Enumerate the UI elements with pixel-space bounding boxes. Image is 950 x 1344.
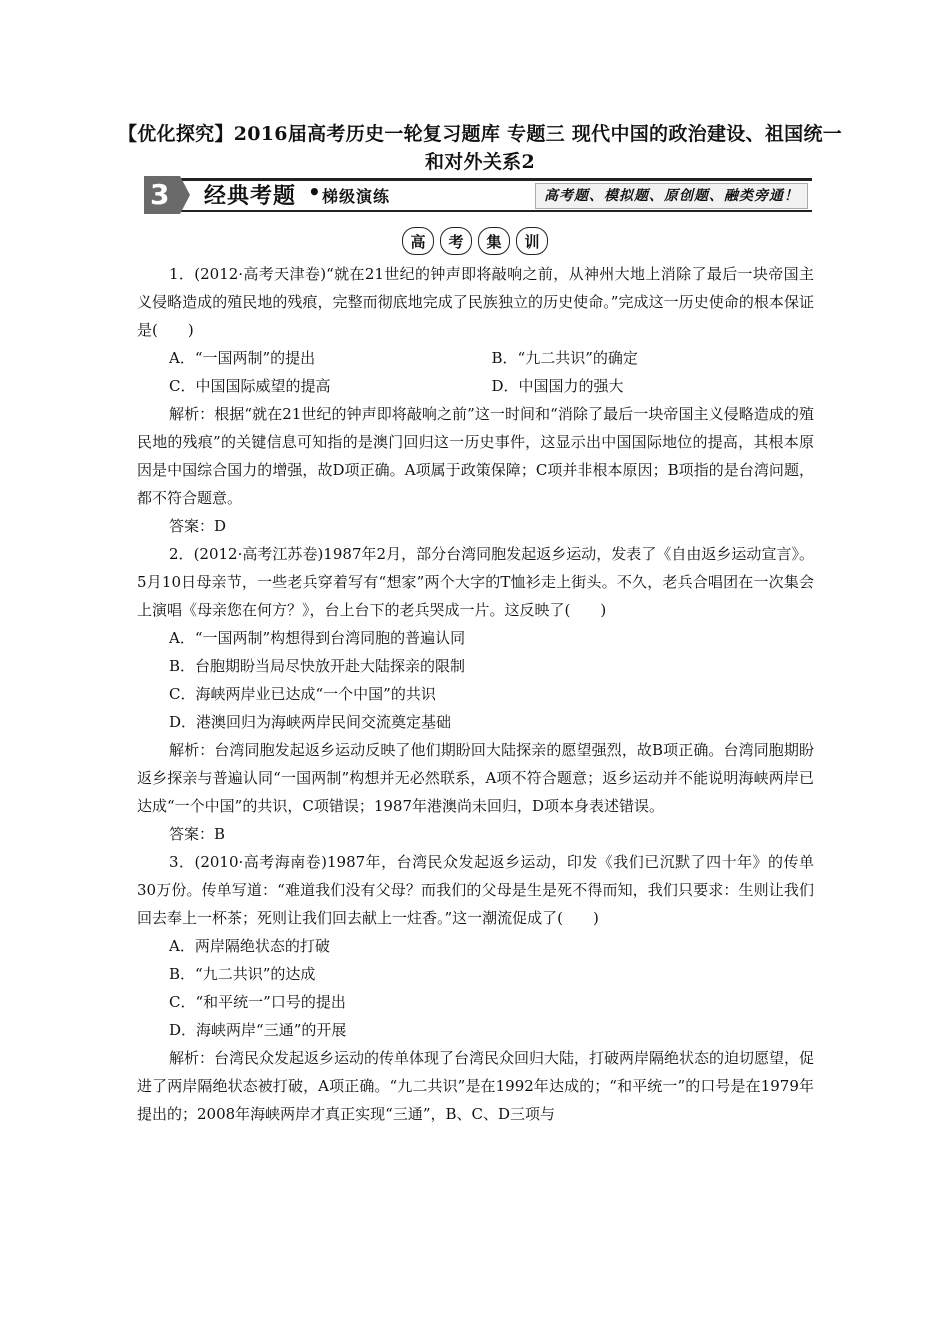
banner-slogan: 高考题、模拟题、原创题、融类旁通！	[535, 183, 808, 209]
option: D．海峡两岸“三通”的开展	[169, 1021, 347, 1039]
section-heading-char: 高	[402, 227, 434, 255]
option: B．“九二共识”的达成	[169, 965, 316, 983]
option: D．港澳回归为海峡两岸民间交流奠定基础	[169, 713, 452, 731]
option: C．“和平统一”口号的提出	[169, 993, 346, 1011]
option-row	[137, 344, 814, 372]
question-list	[137, 260, 814, 1128]
banner-bottom-rule	[178, 210, 812, 212]
analysis-text: 解析：台湾民众发起返乡运动的传单体现了台湾民众回归大陆，打破两岸隔绝状态的迫切愿望，促进了两岸隔绝状态被打破，A项正确。“九二共识”是在1992年达成的；“和平统一”的口号是在1979年提出的；2008年海峡两岸才真正实现“三通”，B、C、D三项与	[137, 1049, 815, 1123]
analysis-text: 解析：台湾同胞发起返乡运动反映了他们期盼回大陆探亲的愿望强烈，故B项正确。台湾同胞期盼返乡探亲与普遍认同“一国两制”构想并无必然联系，A项不符合题意；返乡运动并不能说明海峡两岸已达成“一个中国”的共识，C项错误；1987年港澳尚未回归，D项本身表述错误。	[137, 741, 814, 815]
analysis-text: 解析：根据“就在21世纪的钟声即将敲响之前”这一时间和“消除了最后一块帝国主义侵略造成的殖民地的残痕”的关键信息可知指的是澳门回归这一历史事件，这显示出中国国际地位的提高，其根本原因是中国综合国力的增强，故D项正确。A项属于政策保障；C项并非根本原因；B项指的是台湾问题，都不符合题意。	[137, 405, 814, 507]
answer-text: 答案：D	[169, 517, 227, 535]
section-banner	[138, 176, 812, 216]
option: C．海峡两岸业已达成“一个中国”的共识	[169, 685, 436, 703]
question-stem: 1．(2012·高考天津卷)“就在21世纪的钟声即将敲响之前，从神州大地上消除了最后一块帝国主义侵略造成的殖民地的残痕，完整而彻底地完成了民族独立的历史使命。”完成这一历史使命的根本保证是( )	[137, 265, 814, 339]
option: D．中国国力的强大	[491, 377, 624, 395]
option: A．“一国两制”的提出	[169, 349, 316, 367]
section-heading	[376, 226, 574, 256]
banner-separator: •	[308, 180, 321, 204]
option: B．台胞期盼当局尽快放开赴大陆探亲的限制	[169, 657, 466, 675]
section-heading-char: 考	[440, 227, 472, 255]
banner-subtitle: 梯级演练	[322, 187, 391, 206]
option: B．“九二共识”的确定	[491, 349, 638, 367]
question-stem: 3．(2010·高考海南卷)1987年，台湾民众发起返乡运动，印发《我们已沉默了四十年》的传单30万份。传单写道：“难道我们没有父母？而我们的父母是生是死不得而知，我们只要求：生则让我们回去奉上一杯茶；死则让我们回去献上一炷香。”这一潮流促成了( )	[137, 853, 814, 927]
section-heading-char: 训	[516, 227, 548, 255]
document-title: 【优化探究】2016届高考历史一轮复习题库 专题三 现代中国的政治建设、祖国统一和对外关系2	[117, 123, 843, 173]
question-stem: 2．(2012·高考江苏卷)1987年2月，部分台湾同胞发起返乡运动，发表了《自由返乡运动宣言》。5月10日母亲节，一些老兵穿着写有“想家”两个大字的T恤衫走上街头。不久，老兵合唱团在一次集会上演唱《母亲您在何方？》，台上台下的老兵哭成一片。这反映了( )	[137, 545, 814, 619]
answer-text: 答案：B	[169, 825, 226, 843]
option: A．两岸隔绝状态的打破	[169, 937, 330, 955]
banner-main-title: 经典考题	[204, 184, 297, 209]
section-heading-char: 集	[478, 227, 510, 255]
option: A．“一国两制”构想得到台湾同胞的普遍认同	[169, 629, 466, 647]
option-row	[137, 372, 814, 400]
banner-number: 3	[150, 178, 170, 211]
option: C．中国国际威望的提高	[169, 377, 331, 395]
